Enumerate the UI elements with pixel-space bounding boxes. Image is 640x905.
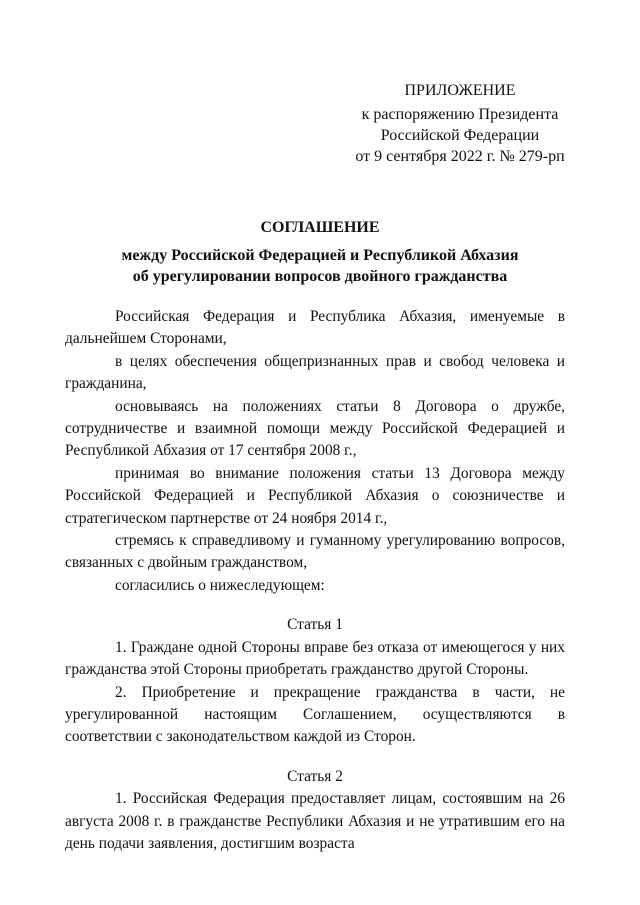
document-title: СОГЛАШЕНИЕ — [260, 219, 380, 236]
article-1-paragraph: 2. Приобретение и прекращение гражданства в части, не урегулированной настоящим Соглашением, осуществляются в соответствии с законодательством каждой из Сторон. — [65, 683, 565, 746]
preamble-paragraph: основываясь на положениях статьи 8 Договора о дружбе, сотрудничестве и взаимной помощи между Российской Федерацией и Республикой Абхазия от 17 сентября 2008 г., — [65, 397, 565, 460]
appendix-title: ПРИЛОЖЕНИЕ — [404, 82, 516, 99]
document-body — [65, 306, 565, 855]
appendix-line-3: от 9 сентября 2022 г. № 279-рп — [355, 148, 565, 165]
appendix-line-1: к распоряжению Президента — [361, 106, 559, 123]
appendix-line-2: Российской Федерации — [380, 127, 540, 144]
preamble-paragraph: принимая во внимание положения статьи 13 Договора между Российской Федерацией и Республикой Абхазия о союзничестве и стратегическом партнерстве от 24 ноября 2014 г., — [65, 464, 565, 527]
document-subtitle-line-1: между Российской Федерацией и Республикой Абхазия — [121, 247, 519, 264]
article-1-paragraph: 1. Граждане одной Стороны вправе без отказа от имеющегося у них гражданства этой Стороны приобретать гражданство другой Стороны. — [65, 638, 565, 679]
article-2-paragraph: 1. Российская Федерация предоставляет лицам, состоявшим на 26 августа 2008 г. в гражданстве Республики Абхазия и не утратившим его на день подачи заявления, достигшим возраста — [65, 790, 565, 852]
document-subtitle-line-2: об урегулировании вопросов двойного гражданства — [132, 268, 508, 285]
preamble-paragraph: Российская Федерация и Республика Абхазия, именуемые в дальнейшем Сторонами, — [65, 308, 565, 348]
article-1-heading: Статья 1 — [287, 616, 343, 634]
preamble-paragraph: согласились о нижеследующем: — [115, 576, 325, 594]
preamble-paragraph: в целях обеспечения общепризнанных прав и свобод человека и гражданина, — [65, 352, 565, 393]
article-2-heading: Статья 2 — [287, 767, 343, 785]
preamble-paragraph: стремясь к справедливому и гуманному урегулированию вопросов, связанных с двойным гражданством, — [65, 532, 565, 572]
